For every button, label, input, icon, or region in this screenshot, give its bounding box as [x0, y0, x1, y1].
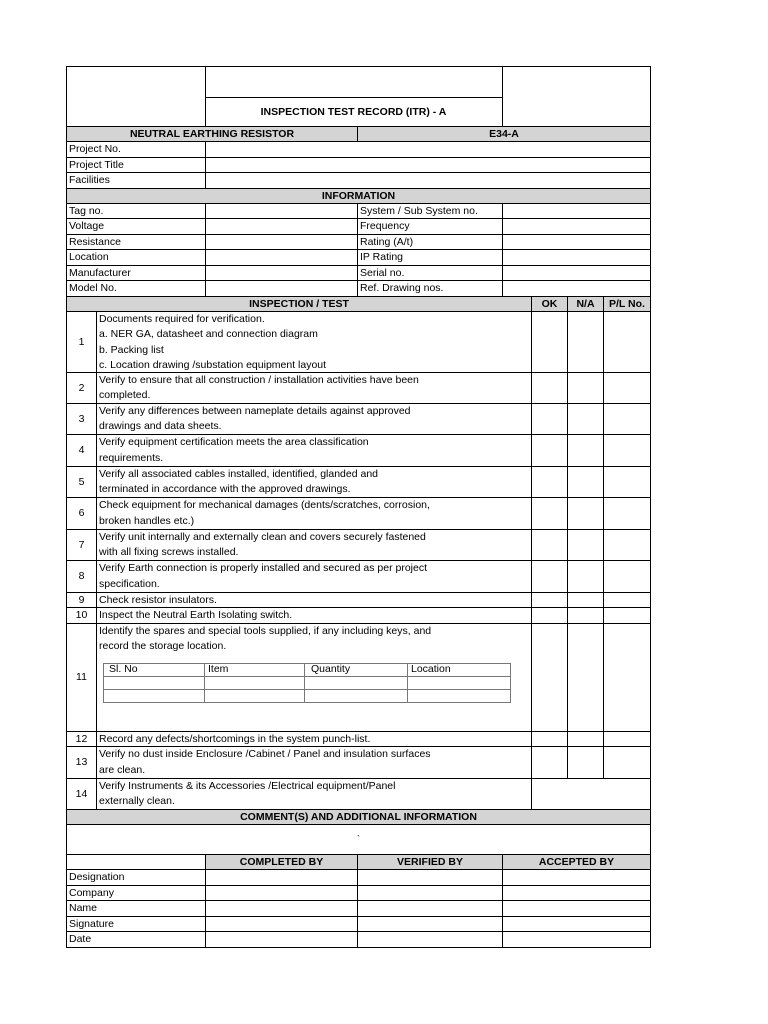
spares-table — [103, 663, 511, 703]
item-line: with all fixing screws installed. — [99, 546, 239, 558]
na-cell[interactable] — [567, 498, 603, 529]
inspection-item — [66, 530, 651, 562]
item-line: Check resistor insulators. — [99, 593, 217, 606]
item-line: externally clean. — [99, 795, 175, 807]
ok-cell[interactable] — [531, 467, 567, 498]
na-cell[interactable] — [567, 467, 603, 498]
item-line: Inspect the Neutral Earth Isolating switch. — [99, 609, 293, 622]
pl-cell[interactable] — [603, 608, 650, 623]
info-right-label: Rating (A/t) — [357, 235, 502, 250]
equipment-name: NEUTRAL EARTHING RESISTOR — [129, 128, 295, 140]
spares-cell[interactable] — [305, 689, 408, 702]
signoff-row — [66, 886, 651, 902]
item-number: 2 — [78, 381, 85, 394]
pl-cell[interactable] — [603, 404, 650, 435]
na-cell[interactable] — [567, 593, 603, 608]
spares-row — [104, 676, 511, 689]
item-description — [96, 779, 531, 809]
info-left-value[interactable] — [205, 250, 357, 265]
item-line: Verify to ensure that all construction / installation activities have been — [99, 373, 419, 386]
project-value[interactable] — [205, 142, 650, 157]
spares-header-location: Location — [408, 663, 511, 676]
inspection-item — [66, 373, 651, 404]
spares-cell[interactable] — [408, 689, 511, 702]
item-description — [96, 404, 531, 435]
item-description — [96, 530, 531, 561]
inspection-item — [66, 312, 651, 373]
ok-cell[interactable] — [531, 404, 567, 435]
project-row — [66, 158, 651, 174]
item-description — [96, 373, 531, 403]
signoff-corner — [67, 855, 205, 870]
signoff-cell[interactable] — [357, 886, 502, 901]
na-cell[interactable] — [567, 530, 603, 561]
item-description — [96, 732, 531, 747]
pl-cell[interactable] — [603, 561, 650, 592]
signoff-label: Signature — [69, 917, 114, 930]
item-description — [96, 498, 531, 529]
spares-row — [104, 689, 511, 702]
item-line: requirements. — [99, 451, 164, 464]
signoff-heading-row — [66, 855, 651, 871]
accepted-by-header: ACCEPTED BY — [502, 855, 650, 870]
na-cell[interactable] — [567, 747, 603, 778]
item-number: 11 — [76, 671, 87, 683]
item-number: 6 — [78, 507, 85, 520]
ok-cell[interactable] — [531, 593, 567, 608]
pl-cell[interactable] — [603, 624, 650, 731]
signoff-row — [66, 932, 651, 948]
header-right-box — [502, 67, 650, 126]
signoff-cell[interactable] — [502, 901, 650, 916]
signoff-cell[interactable] — [357, 870, 502, 885]
info-right-value[interactable] — [502, 204, 650, 219]
item-number: 10 — [75, 609, 88, 622]
pl-cell[interactable] — [603, 530, 650, 561]
item-line: Verify any differences between nameplate details against approved — [99, 404, 411, 417]
comments-heading-row — [66, 810, 651, 825]
col-na-header: N/A — [567, 297, 603, 311]
signoff-row — [66, 870, 651, 886]
inspection-heading: INSPECTION / TEST — [249, 297, 349, 310]
ok-cell[interactable] — [531, 530, 567, 561]
na-cell[interactable] — [567, 373, 603, 403]
item-line: b. Packing list — [99, 343, 164, 356]
project-value[interactable] — [205, 158, 650, 173]
signoff-cell[interactable] — [502, 886, 650, 901]
item-description — [96, 593, 531, 608]
item-line: a. NER GA, datasheet and connection diagram — [99, 328, 318, 340]
information-heading: INFORMATION — [321, 189, 396, 202]
na-cell[interactable] — [567, 608, 603, 623]
pl-cell[interactable] — [603, 593, 650, 608]
signoff-cell[interactable] — [205, 886, 357, 901]
project-label: Facilities — [69, 174, 110, 187]
info-left-value[interactable] — [205, 281, 357, 296]
inspection-item — [66, 747, 651, 779]
signoff-row — [66, 917, 651, 933]
itr-form — [66, 66, 651, 948]
info-left-value[interactable] — [205, 266, 357, 281]
inspection-item — [66, 624, 651, 732]
equipment-row — [66, 127, 651, 142]
comments-heading: COMMENT(S) AND ADDITIONAL INFORMATION — [240, 810, 477, 823]
info-right-label: Ref. Drawing nos. — [357, 281, 502, 296]
signoff-label: Date — [69, 933, 92, 946]
na-cell[interactable] — [567, 312, 603, 372]
pl-cell[interactable] — [603, 467, 650, 498]
signoff-label: Name — [69, 902, 98, 915]
item-number: 4 — [78, 444, 85, 457]
item-number: 5 — [78, 475, 85, 488]
ok-cell[interactable] — [531, 779, 650, 809]
item-description — [96, 747, 531, 778]
comments-area[interactable] — [66, 825, 651, 855]
spares-header-row — [104, 663, 511, 676]
signoff-cell[interactable] — [502, 870, 650, 885]
info-row — [66, 266, 651, 282]
inspection-item — [66, 467, 651, 499]
ok-cell[interactable] — [531, 561, 567, 592]
spares-cell[interactable] — [305, 676, 408, 689]
info-left-value[interactable] — [205, 204, 357, 219]
info-right-value[interactable] — [502, 235, 650, 250]
item-description — [96, 467, 531, 498]
project-row — [66, 173, 651, 189]
pl-cell[interactable] — [603, 373, 650, 403]
info-left-label: Tag no. — [69, 204, 104, 217]
item-description — [96, 608, 531, 623]
ok-cell[interactable] — [531, 732, 567, 747]
item-number: 14 — [75, 787, 88, 800]
info-left-label: Resistance — [69, 235, 121, 248]
information-heading-row — [66, 189, 651, 204]
pl-cell[interactable] — [603, 498, 650, 529]
item-line: Verify no dust inside Enclosure /Cabinet / Panel and insulation surfaces — [99, 748, 431, 760]
signoff-row — [66, 901, 651, 917]
item-number: 9 — [78, 593, 85, 606]
info-row — [66, 235, 651, 251]
pl-cell[interactable] — [603, 732, 650, 747]
item-line: Identify the spares and special tools supplied, if any including keys, and — [99, 624, 432, 637]
signoff-cell[interactable] — [357, 901, 502, 916]
ok-cell[interactable] — [531, 624, 567, 731]
info-right-label: Serial no. — [357, 266, 502, 281]
item-line: Record any defects/shortcomings in the system punch-list. — [99, 732, 371, 745]
item-line: Verify all associated cables installed, identified, glanded and — [99, 467, 379, 480]
verified-by-header: VERIFIED BY — [357, 855, 502, 870]
item-line: terminated in accordance with the approved drawings. — [99, 483, 351, 495]
inspection-item — [66, 498, 651, 530]
spares-cell[interactable] — [205, 676, 305, 689]
item-line: record the storage location. — [99, 640, 227, 652]
info-right-value[interactable] — [502, 266, 650, 281]
signoff-cell[interactable] — [205, 917, 357, 932]
spares-header-item: Item — [205, 663, 305, 676]
item-line: drawings and data sheets. — [99, 420, 222, 432]
info-left-value[interactable] — [205, 219, 357, 234]
item-line: c. Location drawing /substation equipment layout — [99, 359, 327, 371]
inspection-item — [66, 593, 651, 609]
header-block — [66, 66, 651, 127]
info-right-value[interactable] — [502, 219, 650, 234]
inspection-heading-row — [66, 297, 651, 312]
inspection-item — [66, 608, 651, 624]
item-line: Check equipment for mechanical damages (dents/scratches, corrosion, — [99, 499, 430, 511]
item-line: Verify equipment certification meets the area classification — [99, 436, 369, 448]
spares-cell[interactable] — [104, 676, 205, 689]
spares-cell[interactable] — [205, 689, 305, 702]
item-number: 7 — [78, 538, 85, 551]
signoff-cell[interactable] — [357, 917, 502, 932]
signoff-cell[interactable] — [205, 870, 357, 885]
signoff-cell[interactable] — [502, 932, 650, 947]
info-left-label: Location — [69, 251, 109, 264]
signoff-cell[interactable] — [502, 917, 650, 932]
item-description — [96, 312, 531, 372]
inspection-item — [66, 404, 651, 436]
signoff-label: Designation — [69, 871, 125, 884]
item-line: Verify unit internally and externally clean and covers securely fastened — [99, 530, 426, 543]
form-title: INSPECTION TEST RECORD (ITR) - A — [260, 106, 447, 118]
project-row — [66, 142, 651, 158]
info-left-label: Manufacturer — [69, 266, 131, 279]
item-description — [96, 435, 531, 466]
col-ok-header: OK — [531, 297, 567, 311]
item-line: broken handles etc.) — [99, 514, 195, 527]
item-line: completed. — [99, 389, 151, 401]
pl-cell[interactable] — [603, 312, 650, 372]
ok-cell[interactable] — [531, 498, 567, 529]
col-pl-header: P/L No. — [603, 297, 650, 311]
inspection-item — [66, 435, 651, 467]
item-description — [96, 561, 531, 592]
project-label: Project Title — [69, 158, 124, 171]
info-row — [66, 281, 651, 297]
pl-cell[interactable] — [603, 435, 650, 466]
spares-cell[interactable] — [104, 689, 205, 702]
item-number: 13 — [75, 756, 88, 769]
pl-cell[interactable] — [603, 747, 650, 778]
project-value[interactable] — [205, 173, 650, 188]
completed-by-header: COMPLETED BY — [205, 855, 357, 870]
ok-cell[interactable] — [531, 312, 567, 372]
signoff-cell[interactable] — [205, 932, 357, 947]
info-right-value[interactable] — [502, 250, 650, 265]
ok-cell[interactable] — [531, 747, 567, 778]
info-right-value[interactable] — [502, 281, 650, 296]
info-left-label: Model No. — [69, 282, 117, 295]
project-label: Project No. — [69, 143, 121, 156]
item-number: 12 — [75, 732, 88, 745]
ok-cell[interactable] — [531, 435, 567, 466]
spares-header-quantity: Quantity — [305, 663, 408, 676]
equipment-code: E34-A — [357, 127, 650, 141]
na-cell[interactable] — [567, 732, 603, 747]
signoff-cell[interactable] — [205, 901, 357, 916]
spares-header-slno: Sl. No — [104, 663, 205, 676]
na-cell[interactable] — [567, 624, 603, 731]
inspection-item — [66, 732, 651, 748]
info-row — [66, 219, 651, 235]
na-cell[interactable] — [567, 404, 603, 435]
comments-mark: ` — [357, 834, 360, 844]
info-right-label: Frequency — [357, 219, 502, 234]
info-row — [66, 204, 651, 220]
item-number: 1 — [78, 335, 85, 348]
inspection-item — [66, 561, 651, 593]
ok-cell[interactable] — [531, 608, 567, 623]
inspection-item — [66, 779, 651, 810]
spares-cell[interactable] — [408, 676, 511, 689]
ok-cell[interactable] — [531, 373, 567, 403]
item-line: specification. — [99, 577, 160, 590]
na-cell[interactable] — [567, 435, 603, 466]
signoff-label: Company — [69, 886, 114, 899]
info-right-label: System / Sub System no. — [357, 204, 502, 219]
na-cell[interactable] — [567, 561, 603, 592]
signoff-cell[interactable] — [357, 932, 502, 947]
item-number: 8 — [78, 570, 85, 583]
info-left-label: Voltage — [69, 220, 105, 233]
item-line: Verify Instruments & its Accessories /Electrical equipment/Panel — [99, 779, 396, 792]
item-line: Verify Earth connection is properly installed and secured as per project — [99, 562, 428, 574]
info-right-label: IP Rating — [357, 250, 502, 265]
item-line: are clean. — [99, 763, 146, 776]
item-number: 3 — [78, 412, 85, 425]
info-row — [66, 250, 651, 266]
item-line: Documents required for verification. — [99, 312, 265, 325]
info-left-value[interactable] — [205, 235, 357, 250]
